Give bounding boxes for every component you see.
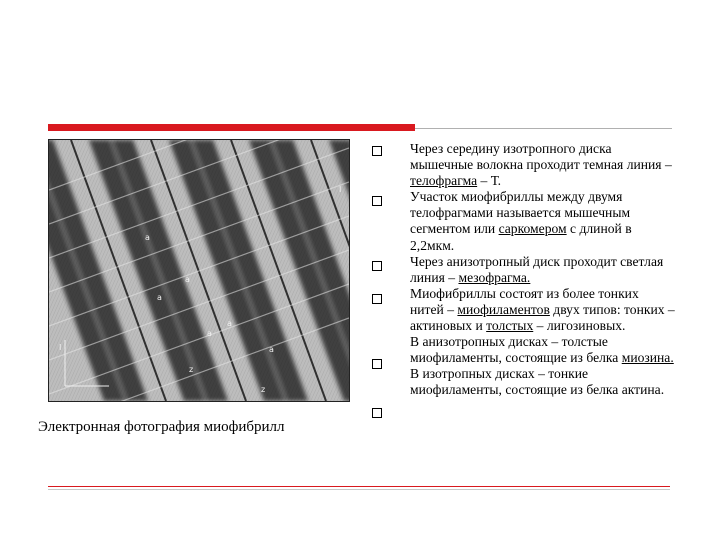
photo-label: I <box>59 343 62 352</box>
bullet-item-telophragm: Через середину изотропного диска мышечные волокна проходит темная линия – телофрагма – Т. <box>410 141 672 189</box>
bullet-square-icon <box>372 294 382 304</box>
myofibril-image <box>49 140 349 401</box>
photo-label: a <box>227 319 232 328</box>
photo-label: I <box>339 185 342 194</box>
bottom-divider-gray <box>48 489 670 490</box>
top-divider-line <box>415 128 672 129</box>
bullet-square-icon <box>372 261 382 271</box>
bullet-item-anisotropic: В анизотропных дисках – толстые миофиламенты, состоящие из белка миозина. <box>410 334 674 366</box>
photo-label: a <box>157 293 162 302</box>
bullet-square-icon <box>372 408 382 418</box>
photo-label: a <box>145 233 150 242</box>
bullet-square-icon <box>372 146 382 156</box>
myofibril-photo <box>48 139 350 402</box>
photo-label: a <box>207 329 212 338</box>
photo-caption: Электронная фотография миофибрилл <box>38 419 285 435</box>
bullet-text-list <box>410 141 675 399</box>
photo-label: a <box>185 275 190 284</box>
top-accent-bar <box>48 124 415 131</box>
bullet-square-icon <box>372 196 382 206</box>
bullet-item-sarcomere: Участок миофибриллы между двумя телофрагмами называется мышечным сегментом или саркомером с длиной в 2,2мкм. <box>410 189 632 253</box>
bullet-item-mesophragm: Через анизотропный диск проходит светлая линия – мезофрагма. <box>410 253 664 285</box>
bullet-square-icon <box>372 359 382 369</box>
photo-label: z <box>189 365 194 374</box>
photo-label: z <box>261 385 266 394</box>
photo-label: a <box>269 345 274 354</box>
bottom-divider-red <box>48 486 670 487</box>
bullet-item-isotropic: В изотропных дисках – тонкие миофиламенты, состоящие из белка актина. <box>410 366 665 398</box>
bullet-item-myofilaments: Миофибриллы состоят из более тонких нитей – миофиламентов двух типов: тонких – актиновых и толстых – лигозиновых. <box>410 285 675 334</box>
